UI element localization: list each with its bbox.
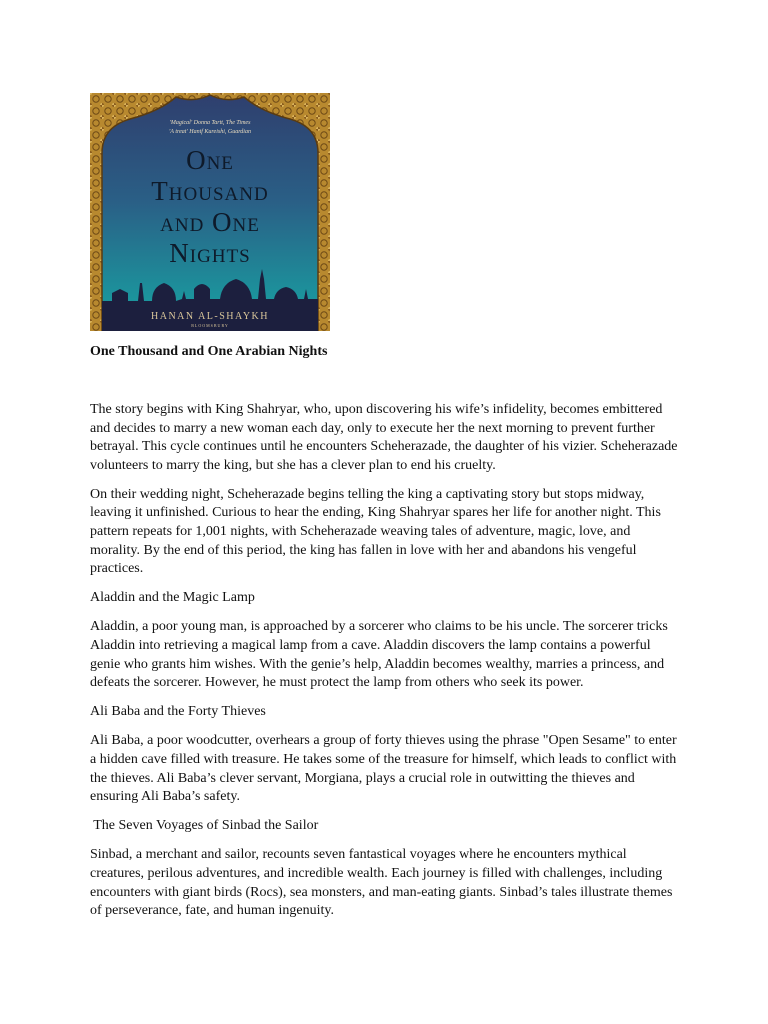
document-body bbox=[90, 401, 680, 931]
cover-title-line-4: Nights bbox=[169, 238, 251, 268]
cover-title-line-2: Thousand bbox=[151, 176, 269, 206]
cover-author: HANAN AL-SHAYKH bbox=[151, 311, 269, 322]
section-heading-ali-baba: Ali Baba and the Forty Thieves bbox=[90, 704, 266, 720]
section-heading-sinbad: The Seven Voyages of Sinbad the Sailor bbox=[90, 818, 319, 834]
cover-publisher: BLOOMSBURY bbox=[191, 323, 229, 328]
cover-quote-2: 'A treat' Hanif Kureishi, Guardian bbox=[169, 129, 251, 135]
paragraph-intro: The story begins with King Shahryar, who, upon discovering his wife’s infidelity, becomes embittered and decides to marry a new woman each day, only to execute her the next morning to prevent further betrayal. This cycle continues until he encounters Scheherazade, the daughter of his vizier. Scheherazade volunteers to marry the king, but she has a clever plan to end his cruelty. bbox=[90, 402, 678, 473]
section-heading-aladdin: Aladdin and the Magic Lamp bbox=[90, 590, 255, 606]
paragraph-aladdin: Aladdin, a poor young man, is approached by a sorcerer who claims to be his uncle. The sorcerer tricks Aladdin into retrieving a magical lamp from a cave. Aladdin discovers the lamp contains a powerful genie who grants him wishes. With the genie’s help, Aladdin becomes wealthy, marries a princess, and defeats the sorcerer. However, he must protect the lamp from others who seek its power. bbox=[90, 619, 668, 691]
paragraph-ali-baba: Ali Baba, a poor woodcutter, overhears a group of forty thieves using the phrase "Open Sesame" to enter a hidden cave filled with treasure. He takes some of the treasure for himself, which leads to conflict with the thieves. Ali Baba’s clever servant, Morgiana, plays a crucial role in outwitting the thieves and ensuring Ali Baba’s safety. bbox=[90, 733, 677, 805]
cover-title-line-3: and One bbox=[160, 207, 260, 237]
cover-quote-1: 'Magical' Donna Tartt, The Times bbox=[169, 120, 251, 126]
paragraph-wedding-night: On their wedding night, Scheherazade begins telling the king a captivating story but stops midway, leaving it unfinished. Curious to hear the ending, King Shahryar spares her life for another night. This pattern repeats for 1,001 nights, with Scheherazade weaving tales of adventure, magic, love, and morality. By the end of this period, the king has fallen in love with her and abandons his vengeful practices. bbox=[90, 486, 661, 577]
document-title: One Thousand and One Arabian Nights bbox=[90, 344, 328, 359]
cover-title-line-1: One bbox=[186, 145, 234, 175]
book-cover-image bbox=[90, 93, 330, 331]
paragraph-sinbad: Sinbad, a merchant and sailor, recounts seven fantastical voyages where he encounters mythical creatures, perilous adventures, and incredible wealth. Each journey is filled with challenges, including encounters with giant birds (Rocs), sea monsters, and man-eating giants. Sinbad’s tales illustrate themes of perseverance, fate, and human ingenuity. bbox=[90, 847, 673, 919]
